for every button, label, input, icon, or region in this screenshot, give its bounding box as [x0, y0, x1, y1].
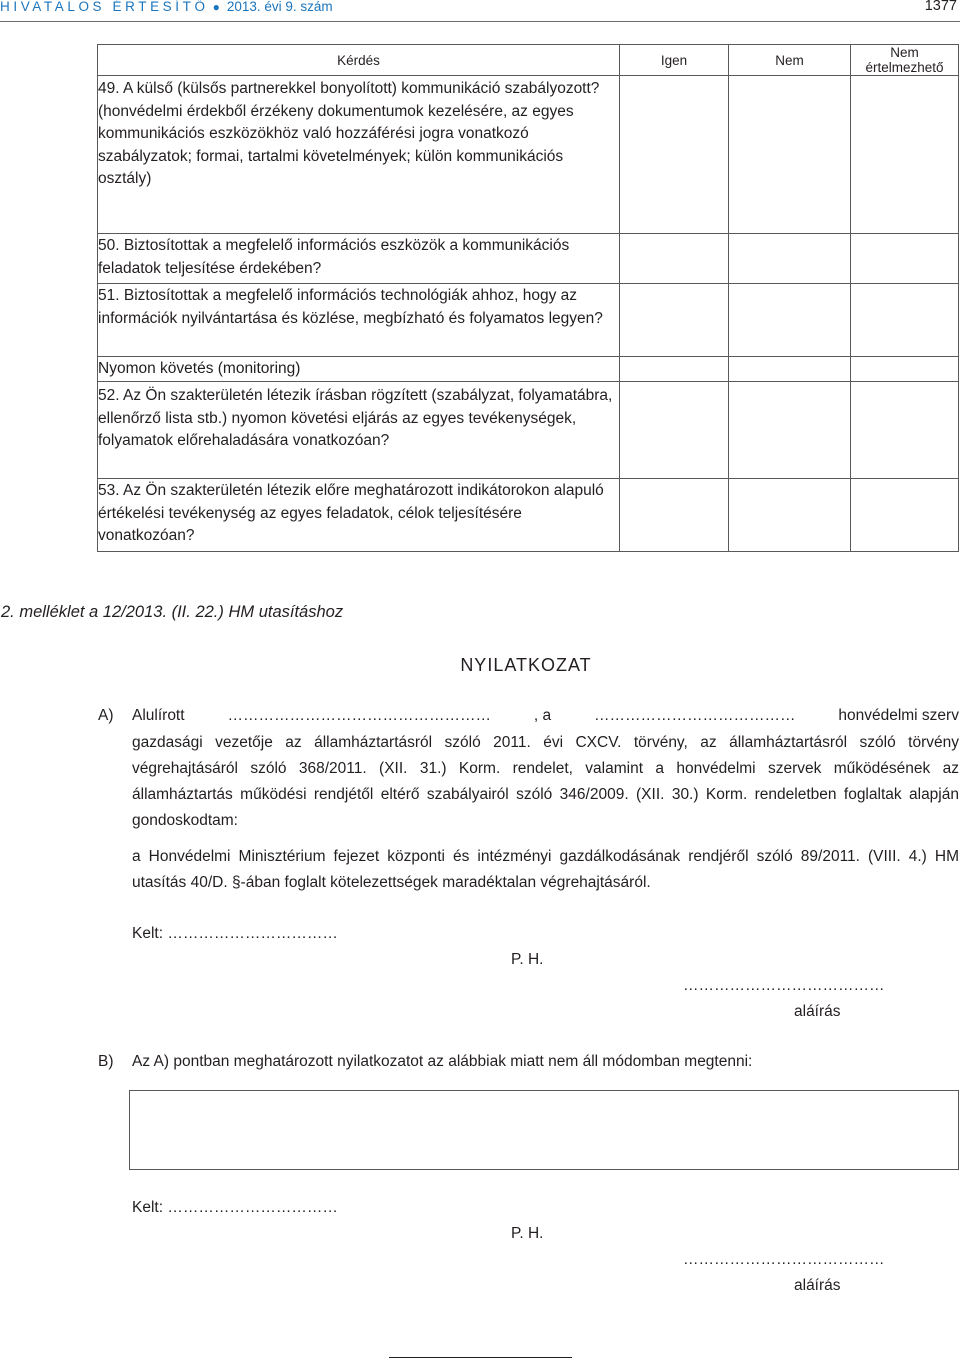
- answer-no-cell[interactable]: [729, 234, 851, 284]
- answer-yes-cell[interactable]: [620, 284, 729, 357]
- answer-yes-cell[interactable]: [620, 382, 729, 479]
- answer-na-cell[interactable]: [851, 479, 959, 552]
- declaration-title: NYILATKOZAT: [460, 655, 592, 675]
- answer-na-cell[interactable]: [851, 234, 959, 284]
- stamp-label: P. H.: [511, 951, 544, 968]
- answer-yes-cell[interactable]: [620, 234, 729, 284]
- section-heading: Nyomon követés (monitoring): [98, 357, 620, 382]
- table-row: [98, 284, 959, 357]
- answer-yes-cell[interactable]: [620, 479, 729, 552]
- section-a-first-line: [132, 707, 959, 725]
- signature-blank[interactable]: …………………………………: [683, 977, 885, 994]
- running-header: [0, 0, 333, 14]
- organization-suffix: honvédelmi szerv: [838, 707, 959, 724]
- column-header-not-applicable: Nem értelmezhető: [851, 45, 959, 76]
- question-text: 52. Az Ön szakterületén létezik írásban rögzített (szabályzat, folyamatábra, ellenőrző lista stb.) nyomon követési eljárás az egyes tevékenységek, folyamatok előrehaladására vonatkozóan?: [98, 382, 620, 479]
- column-header-question: Kérdés: [98, 45, 620, 76]
- question-text: 53. Az Ön szakterületén létezik előre meghatározott indikátorokon alapuló értékelési tevékenység az egyes feladatok, célok teljesítésére vonatkozóan?: [98, 479, 620, 552]
- answer-no-cell[interactable]: [729, 76, 851, 234]
- kelt-blank[interactable]: ……………………………: [167, 925, 338, 942]
- kelt-label: Kelt:: [132, 925, 164, 942]
- answer-na-cell[interactable]: [851, 284, 959, 357]
- footer-rule: [389, 1357, 572, 1358]
- question-text: 51. Biztosítottak a megfelelő információs technológiák ahhoz, hogy az információk nyilvántartása és közlése, megbízható és folyamatos legyen?: [98, 284, 620, 357]
- separator-text: , a: [533, 707, 552, 724]
- answer-yes-cell: [620, 357, 729, 382]
- column-header-no: Nem: [729, 45, 851, 76]
- alulirott-label: Alulírott: [132, 707, 185, 724]
- answer-no-cell[interactable]: [729, 284, 851, 357]
- section-a-body: gazdasági vezetője az államháztartásról szóló 2011. évi CXCV. törvény, az államháztartásról szóló törvény végrehajtásáról szóló 368/2011. (XII. 31.) Korm. rendelet, valamint a honvédelmi szervek működésének az államháztartás működési rendjétől eltérő szabályairól szóló 346/2009. (XII. 30.) Korm. rendeletben foglaltak alapján gondoskodtam:: [132, 734, 959, 829]
- section-b-text: Az A) pontban meghatározott nyilatkozatot az alábbiak miatt nem áll módomban megtenni:: [132, 1053, 753, 1070]
- table-row: [98, 76, 959, 234]
- issue-number: 2013. évi 9. szám: [226, 0, 333, 14]
- answer-no-cell[interactable]: [729, 382, 851, 479]
- answer-no-cell: [729, 357, 851, 382]
- answer-no-cell[interactable]: [729, 479, 851, 552]
- organization-blank[interactable]: …………………………………: [593, 707, 796, 724]
- question-text: 50. Biztosítottak a megfelelő információs eszközök a kommunikációs feladatok teljesítése érdekében?: [98, 234, 620, 284]
- name-blank[interactable]: ……………………………………………: [227, 707, 491, 724]
- table-row: [98, 479, 959, 552]
- question-text: 49. A külső (külsős partnerekkel bonyolított) kommunikáció szabályozott? (honvédelmi érdekből érzékeny dokumentumok kezelésére, az egyes kommunikációs eszközökhöz való hozzáférési jogra vonatkozó szabályzatok; formai, tartalmi követelmények; külön kommunikációs osztály): [98, 76, 620, 234]
- answer-na-cell[interactable]: [851, 382, 959, 479]
- signature-label: aláírás: [794, 1277, 841, 1294]
- questionnaire-table: [97, 44, 959, 552]
- kelt-label: Kelt:: [132, 1199, 164, 1216]
- section-a-body-2: a Honvédelmi Minisztérium fejezet központi és intézményi gazdálkodásának rendjéről szóló 89/2011. (VIII. 4.) HM utasítás 40/D. §-ában foglalt kötelezettségek maradéktalan végrehajtásáról.: [132, 848, 959, 891]
- section-b-label: B): [98, 1053, 114, 1070]
- bullet-icon: ●: [212, 0, 220, 14]
- header-rule: [0, 21, 960, 22]
- table-row: [98, 234, 959, 284]
- signature-label: aláírás: [794, 1003, 841, 1020]
- section-a-kelt: [132, 925, 338, 943]
- signature-blank[interactable]: …………………………………: [683, 1251, 885, 1268]
- publication-name: HIVATALOS ÉRTESÍTŐ: [0, 0, 209, 14]
- table-row: [98, 357, 959, 382]
- stamp-label: P. H.: [511, 1225, 544, 1242]
- answer-na-cell: [851, 357, 959, 382]
- answer-yes-cell[interactable]: [620, 76, 729, 234]
- reason-input-box[interactable]: [129, 1090, 959, 1170]
- column-header-yes: Igen: [620, 45, 729, 76]
- table-header-row: [98, 45, 959, 76]
- kelt-blank[interactable]: ……………………………: [167, 1199, 338, 1216]
- answer-na-cell[interactable]: [851, 76, 959, 234]
- section-a-label: A): [98, 707, 114, 724]
- section-b-kelt: [132, 1199, 338, 1217]
- annex-title: 2. melléklet a 12/2013. (II. 22.) HM utasításhoz: [1, 603, 344, 621]
- page-number: 1377: [924, 0, 957, 14]
- table-row: [98, 382, 959, 479]
